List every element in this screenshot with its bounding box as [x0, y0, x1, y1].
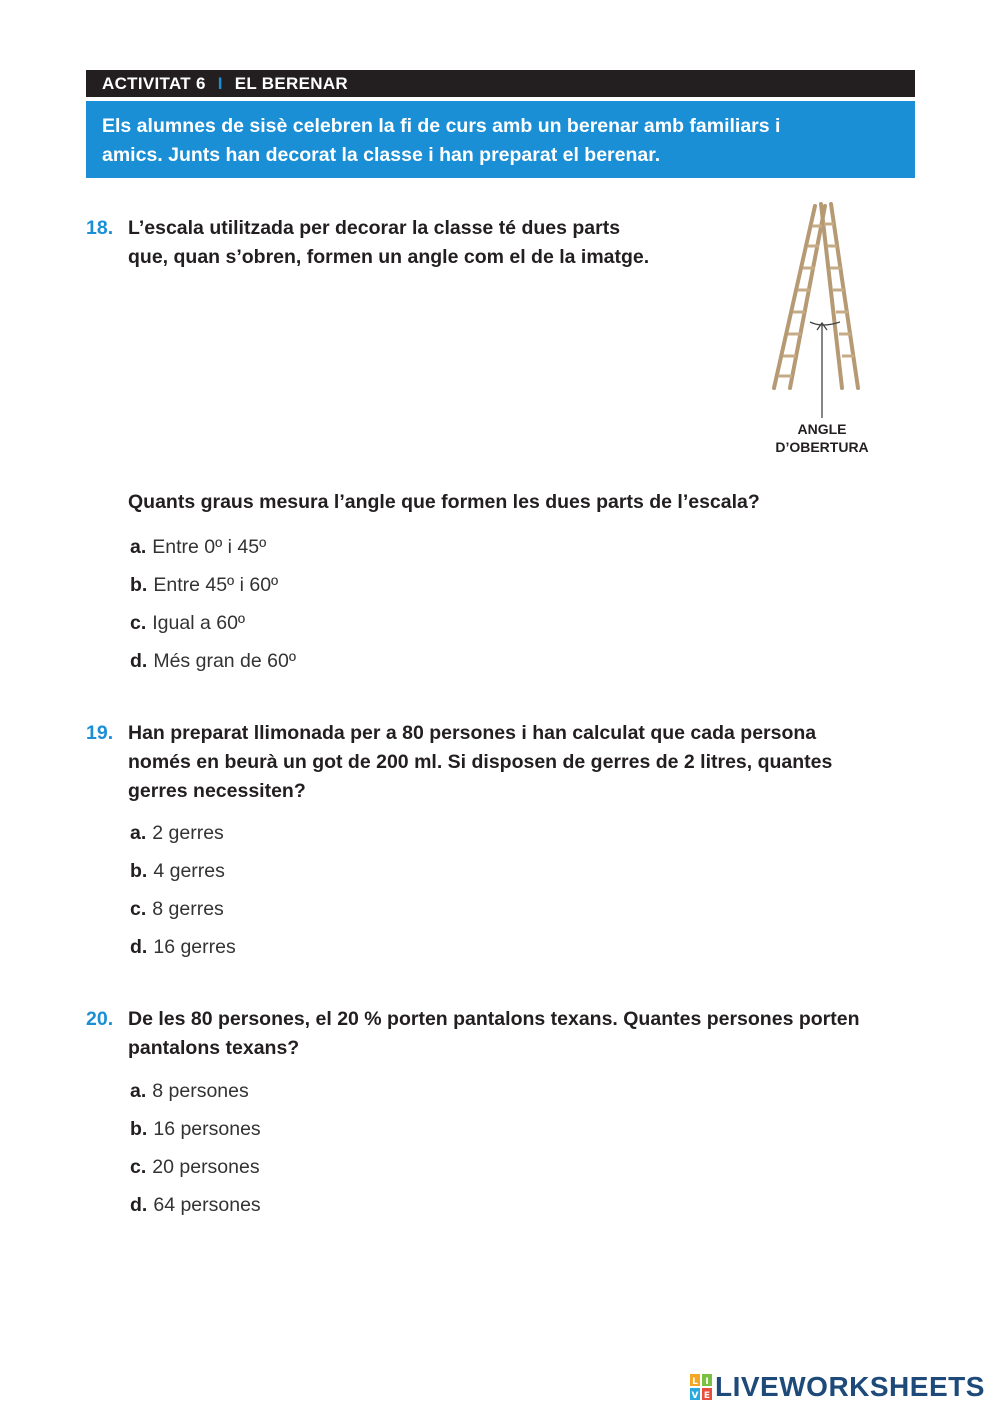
- question-20-options: [130, 1079, 261, 1231]
- header-separator: I: [217, 73, 223, 93]
- ladder-icon: [774, 204, 858, 388]
- question-line: gerres necessiten?: [128, 780, 306, 802]
- question-number: 20.: [86, 1008, 114, 1030]
- question-20: [86, 1005, 921, 1063]
- option-a[interactable]: [130, 1079, 261, 1117]
- liveworksheets-logo-icon: [690, 1374, 712, 1400]
- svg-text:E: E: [703, 1391, 711, 1400]
- option-letter: d.: [130, 650, 148, 672]
- question-number: 19.: [86, 722, 114, 744]
- option-text: 16 persones: [153, 1118, 261, 1140]
- activity-title: EL BERENAR: [234, 73, 348, 93]
- liveworksheets-brand[interactable]: [690, 1370, 985, 1404]
- ladder-figure: [760, 196, 890, 458]
- option-a[interactable]: [130, 821, 236, 859]
- intro-line-1: Els alumnes de sisè celebren la fi de curs amb un berenar amb familiars i: [102, 115, 781, 137]
- question-19-options: [130, 821, 236, 973]
- question-18-options: [130, 535, 296, 687]
- ladder-rungs-icon: [778, 224, 854, 376]
- option-d[interactable]: [130, 935, 236, 973]
- option-text: Entre 45º i 60º: [153, 574, 279, 596]
- activity-header: [86, 70, 915, 97]
- svg-text:L: L: [692, 1377, 698, 1387]
- intro-box: [86, 101, 915, 178]
- question-text: [128, 1005, 921, 1063]
- option-letter: a.: [130, 536, 147, 558]
- activity-number: ACTIVITAT 6: [102, 73, 206, 93]
- option-b[interactable]: [130, 573, 296, 611]
- question-line: De les 80 persones, el 20 % porten pantalons texans. Quantes persones porten: [128, 1008, 860, 1030]
- option-b[interactable]: [130, 1117, 261, 1155]
- option-letter: c.: [130, 612, 147, 634]
- question-line: pantalons texans?: [128, 1037, 300, 1059]
- option-letter: d.: [130, 1194, 148, 1216]
- question-line: que, quan s’obren, formen un angle com el de la imatge.: [128, 246, 650, 268]
- option-text: Més gran de 60º: [153, 650, 296, 672]
- question-18-subquestion: Quants graus mesura l’angle que formen les dues parts de l’escala?: [128, 491, 760, 513]
- question-19: [86, 719, 921, 806]
- brand-name: LIVEWORKSHEETS: [715, 1371, 985, 1402]
- svg-text:V: V: [691, 1391, 699, 1400]
- option-letter: a.: [130, 822, 147, 844]
- option-d[interactable]: [130, 649, 296, 687]
- question-line: L’escala utilitzada per decorar la classe té dues parts: [128, 217, 621, 239]
- option-a[interactable]: [130, 535, 296, 573]
- option-text: 16 gerres: [153, 936, 236, 958]
- option-letter: c.: [130, 898, 147, 920]
- question-text: [128, 719, 921, 806]
- angle-label-line: ANGLE: [797, 421, 847, 437]
- option-letter: b.: [130, 860, 148, 882]
- question-number: 18.: [86, 217, 114, 239]
- option-text: 8 gerres: [152, 898, 224, 920]
- option-letter: b.: [130, 574, 148, 596]
- option-d[interactable]: [130, 1193, 261, 1231]
- option-text: Entre 0º i 45º: [152, 536, 267, 558]
- option-text: 20 persones: [152, 1156, 260, 1178]
- angle-label-line: D’OBERTURA: [775, 439, 869, 455]
- option-c[interactable]: [130, 897, 236, 935]
- option-c[interactable]: [130, 611, 296, 649]
- option-text: 4 gerres: [153, 860, 225, 882]
- option-letter: b.: [130, 1118, 148, 1140]
- option-text: 64 persones: [153, 1194, 261, 1216]
- option-text: 8 persones: [152, 1080, 249, 1102]
- angle-label: [760, 420, 884, 456]
- option-letter: d.: [130, 936, 148, 958]
- option-c[interactable]: [130, 1155, 261, 1193]
- svg-text:I: I: [705, 1377, 709, 1387]
- question-line: Han preparat llimonada per a 80 persones i han calculat que cada persona: [128, 722, 817, 744]
- option-b[interactable]: [130, 859, 236, 897]
- question-line: només en beurà un got de 200 ml. Si disposen de gerres de 2 litres, quantes: [128, 751, 833, 773]
- option-text: Igual a 60º: [152, 612, 246, 634]
- option-letter: a.: [130, 1080, 147, 1102]
- option-letter: c.: [130, 1156, 147, 1178]
- intro-line-2: amics. Junts han decorat la classe i han preparat el berenar.: [102, 144, 661, 166]
- option-text: 2 gerres: [152, 822, 224, 844]
